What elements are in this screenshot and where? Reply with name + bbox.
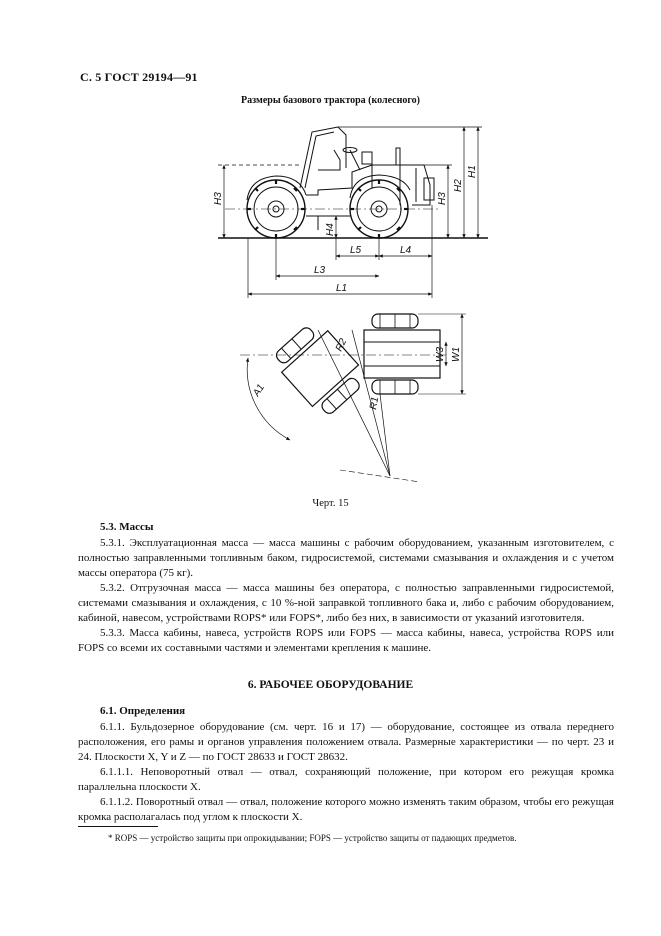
paragraph-6-1-1-2: 6.1.1.2. Поворотный отвал — отвал, положение которого можно изменять таким образом, чтобы его режущая кромка располагалась под углом к плоскости X. <box>78 796 614 823</box>
label-r1: R1 <box>368 396 382 411</box>
section-6-1 <box>78 704 614 825</box>
figure-title: Размеры базового трактора (колесного) <box>241 95 420 106</box>
label-a1: A1 <box>251 382 268 399</box>
paragraph-6-1-1: 6.1.1. Бульдозерное оборудование (см. черт. 16 и 17) — оборудование, состоящее из отвала переднего расположения, его рамы и органов управления положением отвала. Размерные характеристики — по черт. 23 и 24. Плоскости X, Y и Z — по ГОСТ 28633 и ГОСТ 28632. <box>78 721 614 763</box>
section-6-1-heading: 6.1. Определения <box>100 705 186 717</box>
paragraph-5-3-2: 5.3.2. Отгрузочная масса — масса машины без оператора, с полностью заправленными гидросистемой, системами смазывания и охлаждения, с 10 %-ной заправкой топливного бака и, либо с рабочим оборудованием, кабиной, навесом, устройствами ROPS* или FOPS*, либо без них, в зависимости от указаний изготовителя. <box>78 582 614 624</box>
paragraph-5-3-1: 5.3.1. Эксплуатационная масса — масса машины с рабочим оборудованием, указанным изготовителем, с полностью заправленными топливным баком, гидросистемой, системами смазывания и охлаждения и с учетом массы оператора (75 кг). <box>78 537 614 579</box>
tractor-side-view <box>218 127 488 238</box>
label-h1: H1 <box>467 165 478 178</box>
section-5-3-heading: 5.3. Массы <box>100 521 154 533</box>
footnote: * ROPS — устройство защиты при опрокидывании; FOPS — устройство защиты от падающих предметов. <box>108 833 517 843</box>
label-w1: W1 <box>451 347 462 362</box>
label-l4: L4 <box>400 245 412 256</box>
section-6-title: 6. РАБОЧЕЕ ОБОРУДОВАНИЕ <box>247 679 414 691</box>
label-r2: R2 <box>333 336 350 354</box>
paragraph-6-1-1-1: 6.1.1.1. Неповоротный отвал — отвал, сохраняющий положение, при котором его режущая кромка параллельна плоскости X. <box>78 766 614 793</box>
label-h4: H4 <box>325 223 336 236</box>
footnote-rule <box>78 826 158 827</box>
tractor-top-view <box>240 314 466 482</box>
label-h2: H2 <box>453 179 464 192</box>
figure-caption: Черт. 15 <box>312 498 349 509</box>
paragraph-5-3-3: 5.3.3. Масса кабины, навеса, устройств ROPS или FOPS — масса кабины, навеса, устройства ROPS или FOPS со всеми их составными частями и элементами крепления к машине. <box>78 627 614 654</box>
label-h3-right: H3 <box>437 192 448 205</box>
label-h3-left: H3 <box>213 192 224 205</box>
label-l3: L3 <box>314 265 326 276</box>
label-l1: L1 <box>336 283 348 294</box>
label-w3: W3 <box>435 347 446 362</box>
section-5-3 <box>78 520 614 656</box>
label-l5: L5 <box>350 245 362 256</box>
page-header: С. 5 ГОСТ 29194—91 <box>80 70 198 84</box>
